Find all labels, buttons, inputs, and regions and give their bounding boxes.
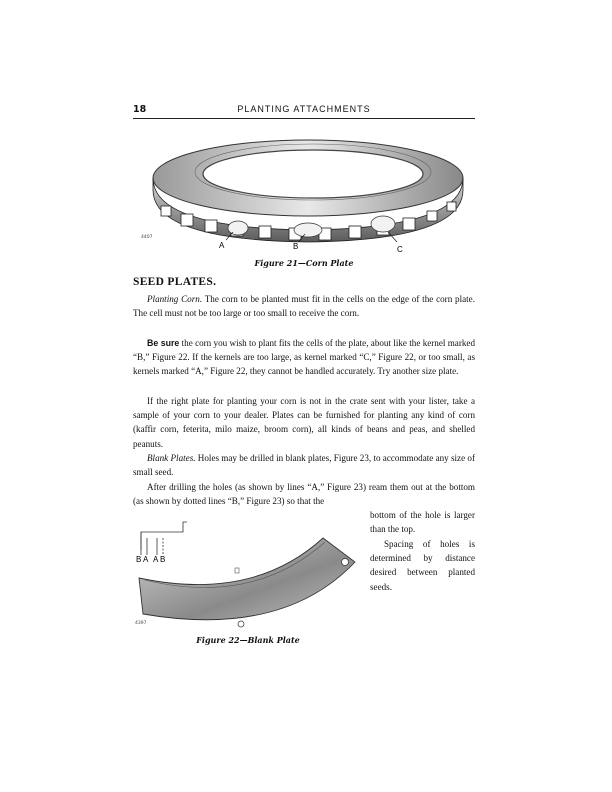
blank-plate-hole-right xyxy=(342,559,349,566)
paragraph-drilling-continued: bottom of the hole is larger than the top. xyxy=(370,510,475,535)
figure22-caption: Figure 22—Blank Plate xyxy=(196,635,300,645)
blank-plate-hole-bottom xyxy=(238,621,244,627)
text-be-sure: the corn you wish to plant fits the cells of the plate, about like the kernel marked “B,” Figure 22. If the kernels are too large, as kernel marked “C,” Figure 22, or too small, as kernels marked “A,” Figure 22, they cannot be handled accurately. Try another size plate. xyxy=(133,338,475,377)
lead-planting-corn: Planting Corn. xyxy=(147,294,203,304)
figure21-caption: Figure 21—Corn Plate xyxy=(254,258,354,268)
page-number: 18 xyxy=(133,104,147,115)
blank-plate-segment xyxy=(139,538,355,620)
corn-plate-figure xyxy=(133,128,475,258)
paragraph-blank-plates xyxy=(133,451,475,479)
paragraph-drilling: After drilling the holes (as shown by lines “A,” Figure 23) ream them out at the bottom (as shown by dotted lines “B,” Figure 23) so that the xyxy=(133,482,475,507)
paragraph-spacing: Spacing of holes is determined by distance desired between planted seeds. xyxy=(370,539,475,592)
running-head: PLANTING ATTACHMENTS xyxy=(237,104,371,114)
fig21-label-a: A xyxy=(219,241,225,250)
fig21-image-number: 4407 xyxy=(141,235,153,240)
paragraph-planting-corn xyxy=(133,292,475,320)
fig22-label-a1: A xyxy=(143,555,149,564)
lead-be-sure: Be sure xyxy=(147,338,180,348)
fig21-label-b: B xyxy=(293,242,299,251)
text-blank-plates: Holes may be drilled in blank plates, Figure 23, to accommodate any size of small seed. xyxy=(133,453,475,478)
fig22-label-a2: A xyxy=(153,555,159,564)
blank-plate-figure xyxy=(133,510,363,630)
section-title: SEED PLATES. xyxy=(133,276,217,288)
fig22-label-b2: B xyxy=(160,555,166,564)
page-header xyxy=(133,104,475,119)
corn-plate-opening xyxy=(203,150,423,198)
paragraph-be-sure xyxy=(133,336,475,379)
paragraph-right-plate: If the right plate for planting your corn is not in the crate sent with your lister, take a sample of your corn to your dealer. Plates can be furnished for planting any kind of corn (kaffir corn, feterita, milo maize, broom corn), all kinds of beans and peas, and shelled peanuts. xyxy=(133,396,475,449)
lead-blank-plates: Blank Plates. xyxy=(147,453,196,463)
fig22-image-number: 4397 xyxy=(135,621,147,626)
text-planting-corn: The corn to be planted must fit in the cells on the edge of the corn plate. The cell must not be too large or too small to receive the corn. xyxy=(133,294,475,319)
hole-section-detail xyxy=(141,522,187,555)
fig21-label-c: C xyxy=(397,245,403,254)
fig22-label-b1: B xyxy=(136,555,142,564)
